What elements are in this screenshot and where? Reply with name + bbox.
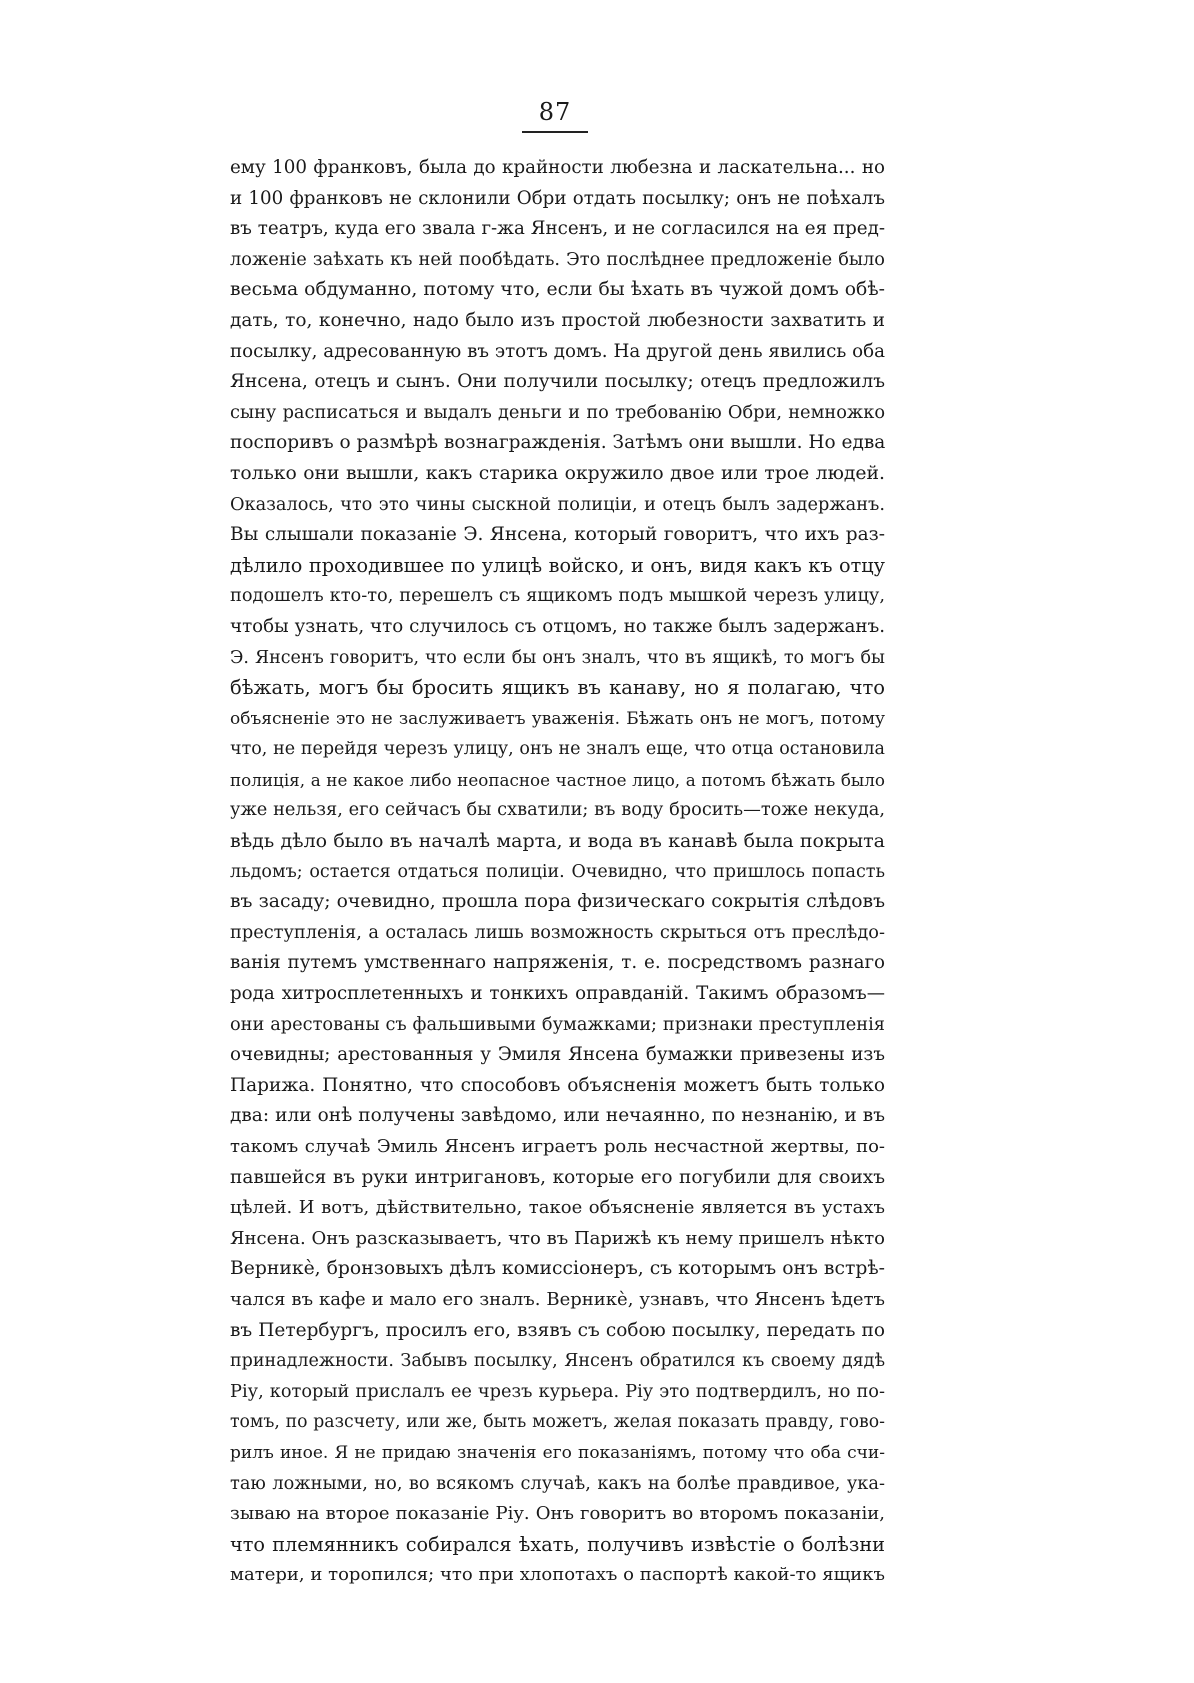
text-line: что, не перейдя черезъ улицу, онъ не зналъ еще, что отца остановила bbox=[230, 739, 885, 760]
text-line: бѣжать, могъ бы бросить ящикъ въ канаву, но я полагаю, что bbox=[230, 676, 885, 700]
text-line: подошелъ кто-то, перешелъ съ ящикомъ подъ мышкой черезъ улицу, bbox=[230, 586, 885, 607]
text-line: таю ложными, но, во всякомъ случаѣ, какъ на болѣе правдивое, ука- bbox=[230, 1473, 885, 1494]
text-line: полиція, а не какое либо неопасное частное лицо, а потомъ бѣжать было bbox=[230, 769, 885, 790]
text-line: такомъ случаѣ Эмиль Янсенъ играетъ роль несчастной жертвы, по- bbox=[230, 1136, 885, 1157]
text-line: Э. Янсенъ говоритъ, что если бы онъ зналъ, что въ ящикѣ, то могъ бы bbox=[230, 647, 885, 668]
text-line: въ засаду; очевидно, прошла пора физическаго сокрытія слѣдовъ bbox=[230, 891, 885, 913]
text-line: уже нельзя, его сейчасъ бы схватили; въ воду бросить—тоже некуда, bbox=[230, 800, 885, 821]
text-line: рода хитросплетенныхъ и тонкихъ оправданій. Такимъ образомъ— bbox=[230, 983, 885, 1005]
text-line: Ріу, который прислалъ ее чрезъ курьера. Ріу это подтвердилъ, но по- bbox=[230, 1381, 885, 1402]
text-line: принадлежности. Забывъ посылку, Янсенъ обратился къ своему дядѣ bbox=[230, 1351, 885, 1372]
text-line: ложеніе заѣхать къ ней пообѣдать. Это послѣднее предложеніе было bbox=[230, 249, 885, 270]
body-text bbox=[230, 153, 885, 1591]
text-line: что племянникъ собирался ѣхать, получивъ извѣстіе о болѣзни bbox=[230, 1532, 885, 1556]
text-line: рилъ иное. Я не придаю значенія его показаніямъ, потому что оба счи- bbox=[230, 1442, 885, 1463]
text-line: зываю на второе показаніе Ріу. Онъ говоритъ во второмъ показаніи, bbox=[230, 1503, 885, 1525]
text-line: преступленія, а осталась лишь возможность скрыться отъ преслѣдо- bbox=[230, 922, 885, 943]
text-line: очевидны; арестованныя у Эмиля Янсена бумажки привезены изъ bbox=[230, 1044, 885, 1066]
text-line: чтобы узнать, что случилось съ отцомъ, но также былъ задержанъ. bbox=[230, 615, 885, 637]
text-line: только они вышли, какъ старика окружило двое или трое людей. bbox=[230, 462, 885, 484]
text-line: сыну расписаться и выдалъ деньги и по требованію Обри, немножко bbox=[230, 402, 885, 423]
text-line: чался въ кафе и мало его зналъ. Верникѐ, узнавъ, что Янсенъ ѣдетъ bbox=[230, 1288, 885, 1310]
text-line: томъ, по разсчету, или же, быть можетъ, желая показать правду, гово- bbox=[230, 1412, 885, 1433]
text-line: дѣлило проходившее по улицѣ войско, и онъ, видя какъ къ отцу bbox=[230, 553, 885, 577]
text-line: дать, то, конечно, надо было изъ простой любезности захватить и bbox=[230, 309, 885, 331]
text-line: Парижа. Понятно, что способовъ объясненія можетъ быть только bbox=[230, 1074, 885, 1096]
text-line: и 100 франковъ не склонили Обри отдать посылку; онъ не поѣхалъ bbox=[230, 187, 885, 209]
page-number: 87 bbox=[538, 98, 572, 126]
text-line: посылку, адресованную въ этотъ домъ. На другой день явились оба bbox=[230, 340, 885, 362]
text-line: ванія путемъ умственнаго напряженія, т. е. посредствомъ разнаго bbox=[230, 952, 885, 974]
text-line: матери, и торопился; что при хлопотахъ о паспортѣ какой-то ящикъ bbox=[230, 1564, 885, 1586]
text-line: объясненіе это не заслуживаетъ уваженія. Бѣжать онъ не могъ, потому bbox=[230, 708, 885, 729]
text-line: павшейся въ руки интригановъ, которые его погубили для своихъ bbox=[230, 1166, 885, 1188]
page-number-rule bbox=[522, 131, 588, 133]
text-line: ему 100 франковъ, была до крайности любезна и ласкательна... но bbox=[230, 157, 885, 178]
text-line: весьма обдуманно, потому что, если бы ѣхать въ чужой домъ обѣ- bbox=[230, 279, 885, 301]
text-line: Янсена. Онъ разсказываетъ, что въ Парижѣ къ нему пришелъ нѣкто bbox=[230, 1227, 885, 1249]
text-line: льдомъ; остается отдаться полиціи. Очевидно, что пришлось попасть bbox=[230, 861, 885, 882]
text-line: поспоривъ о размѣрѣ вознагражденія. Затѣмъ они вышли. Но едва bbox=[230, 432, 885, 454]
text-line: Оказалось, что это чины сыскной полиціи, и отецъ былъ задержанъ. bbox=[230, 494, 885, 515]
text-line: Янсена, отецъ и сынъ. Они получили посылку; отецъ предложилъ bbox=[230, 371, 885, 393]
text-line: вѣдь дѣло было въ началѣ марта, и вода въ канавѣ была покрыта bbox=[230, 830, 885, 853]
text-line: Верникѐ, бронзовыхъ дѣлъ комиссіонеръ, съ которымъ онъ встрѣ- bbox=[230, 1258, 885, 1280]
text-line: цѣлей. И вотъ, дѣйствительно, такое объясненіе является въ устахъ bbox=[230, 1197, 885, 1219]
text-line: они арестованы съ фальшивыми бумажками; признаки преступленія bbox=[230, 1014, 885, 1035]
text-line: въ Петербургъ, просилъ его, взявъ съ собою посылку, передать по bbox=[230, 1319, 885, 1341]
text-line: два: или онѣ получены завѣдомо, или нечаянно, по незнанію, и въ bbox=[230, 1105, 885, 1127]
text-line: въ театръ, куда его звала г-жа Янсенъ, и не согласился на ея пред- bbox=[230, 218, 885, 240]
text-line: Вы слышали показаніе Э. Янсена, который говоритъ, что ихъ раз- bbox=[230, 524, 885, 546]
